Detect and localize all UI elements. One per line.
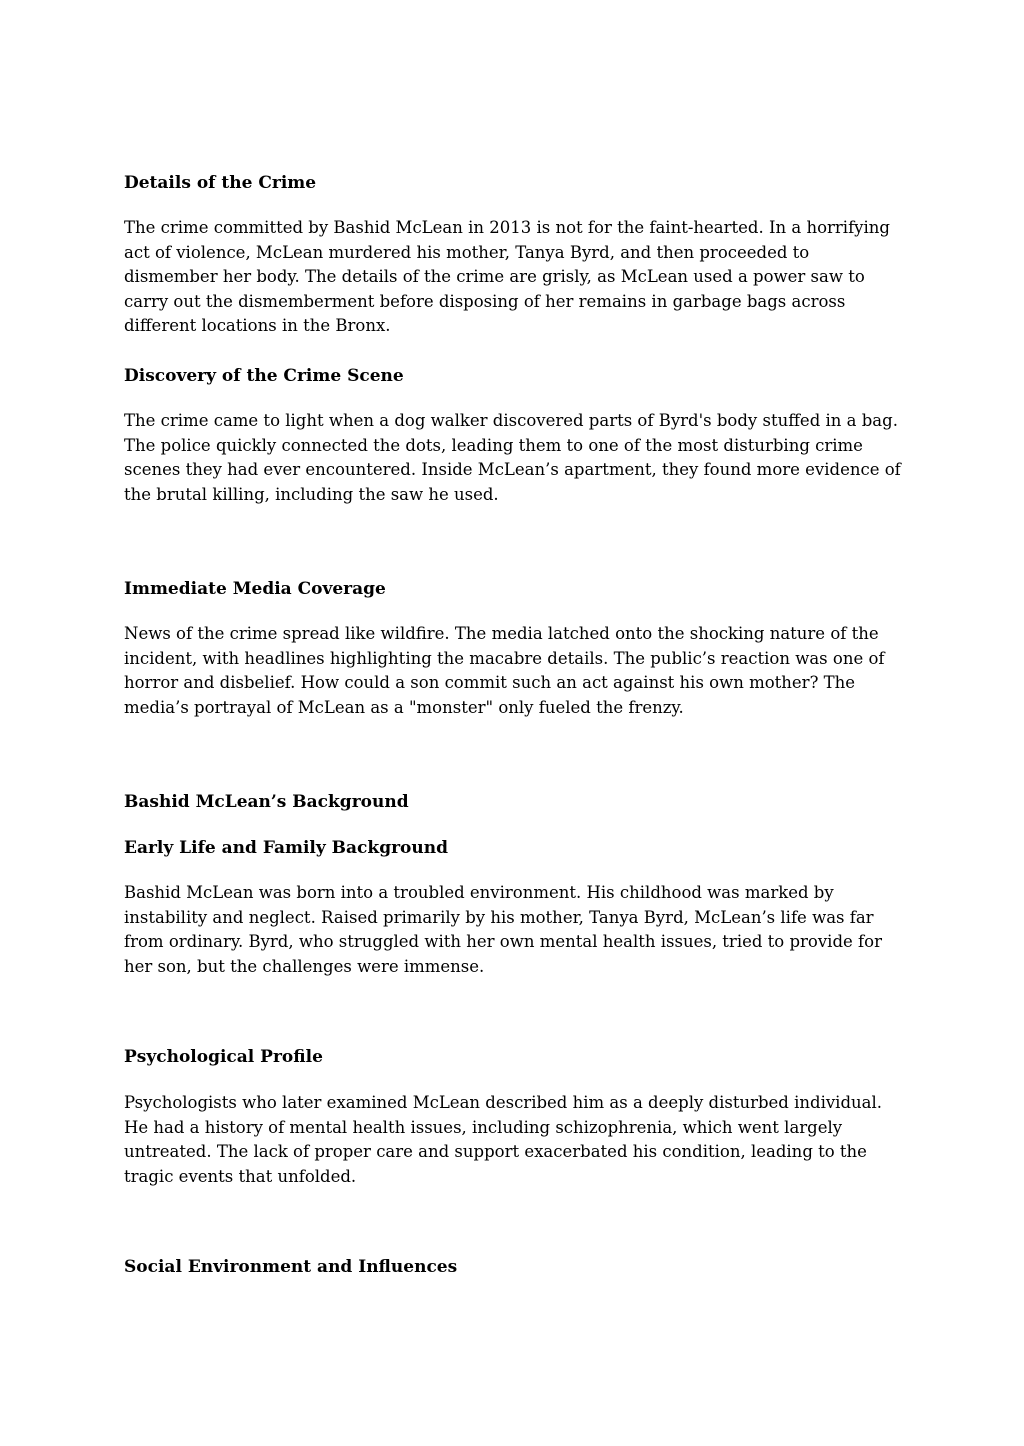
text-line: dismember her body. The details of the crime are grisly, as McLean used a power saw to	[124, 267, 865, 287]
section-heading-psych: Psychological Profile	[124, 1047, 323, 1067]
text-line: The crime came to light when a dog walker discovered parts of Byrd's body stuffed in a bag.	[124, 411, 898, 430]
paragraph-psych	[124, 1091, 882, 1189]
text-line: The crime committed by Bashid McLean in 2013 is not for the faint-hearted. In a horrifying	[124, 218, 890, 237]
section-heading-social: Social Environment and Influences	[124, 1257, 458, 1277]
paragraph-discovery	[124, 409, 901, 507]
text-line: The police quickly connected the dots, leading them to one of the most disturbing crime	[124, 435, 863, 455]
text-line: He had a history of mental health issues, including schizophrenia, which went largely	[124, 1117, 843, 1137]
text-line: untreated. The lack of proper care and support exacerbated his condition, leading to the	[124, 1142, 867, 1162]
text-line: media’s portrayal of McLean as a "monster" only fueled the frenzy.	[124, 697, 684, 717]
text-line: Bashid McLean was born into a troubled environment. His childhood was marked by	[124, 883, 834, 902]
text-line: different locations in the Bronx.	[124, 316, 391, 336]
text-line: the brutal killing, including the saw he used.	[124, 484, 499, 504]
section-heading-early-life: Early Life and Family Background	[124, 838, 448, 858]
text-line: tragic events that unfolded.	[124, 1166, 357, 1186]
text-line: News of the crime spread like wildfire. The media latched onto the shocking nature of the	[124, 624, 879, 643]
section-heading-details: Details of the Crime	[124, 173, 317, 193]
paragraph-details	[124, 216, 890, 339]
text-line: scenes they had ever encountered. Inside McLean’s apartment, they found more evidence of	[124, 460, 901, 480]
text-line: instability and neglect. Raised primarily by his mother, Tanya Byrd, McLean’s life was far	[124, 907, 874, 927]
text-line: carry out the dismemberment before disposing of her remains in garbage bags across	[124, 291, 846, 311]
text-line: incident, with headlines highlighting the macabre details. The public’s reaction was one of	[124, 648, 885, 668]
paragraph-early-life	[124, 881, 882, 979]
text-line: horror and disbelief. How could a son commit such an act against his own mother? The	[124, 673, 856, 693]
paragraph-media	[124, 622, 885, 720]
section-heading-media: Immediate Media Coverage	[124, 579, 386, 599]
text-line: Psychologists who later examined McLean described him as a deeply disturbed individual.	[124, 1093, 883, 1112]
section-heading-discovery: Discovery of the Crime Scene	[124, 366, 404, 386]
text-line: from ordinary. Byrd, who struggled with her own mental health issues, tried to provide for	[124, 932, 882, 952]
text-line: act of violence, McLean murdered his mother, Tanya Byrd, and then proceeded to	[124, 242, 810, 262]
text-line: her son, but the challenges were immense.	[124, 956, 485, 976]
section-heading-background: Bashid McLean’s Background	[124, 792, 409, 812]
